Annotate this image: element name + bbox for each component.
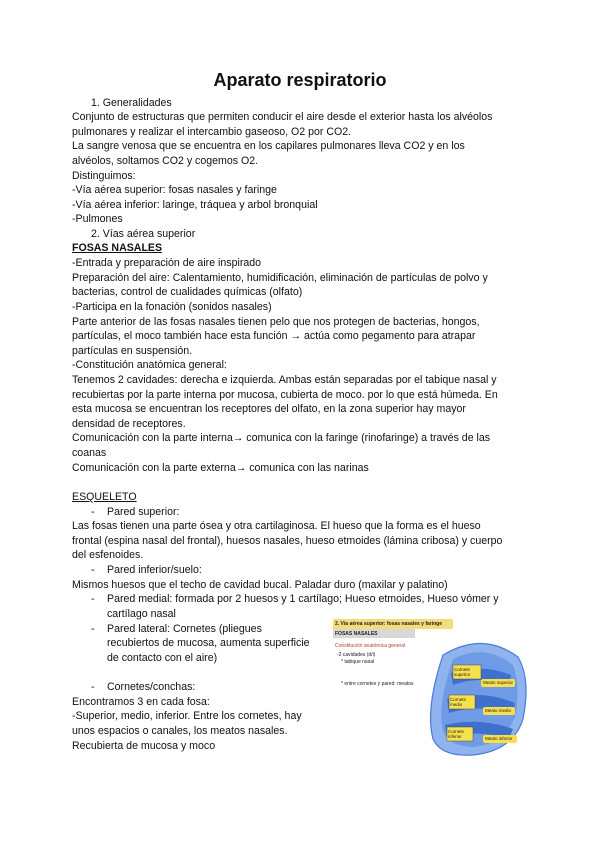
subheading-esqueleto: ESQUELETO bbox=[72, 491, 137, 503]
paragraph-line: Comunicación con la parte interna→ comunica con la faringe (rinofaringe) a través de las bbox=[72, 432, 491, 444]
bullet-dash: - bbox=[91, 681, 95, 693]
section-heading-2: 2. Vías aérea superior bbox=[91, 228, 196, 240]
bullet-dash: - bbox=[91, 623, 95, 635]
list-item-continuation: cartílago nasal bbox=[107, 608, 176, 620]
list-item: -Vía aérea inferior: laringe, tráquea y arbol bronquial bbox=[72, 199, 318, 211]
bullet-dash: - bbox=[91, 564, 95, 576]
paragraph-line: Comunicación con la parte externa→ comunica con las narinas bbox=[72, 462, 369, 474]
paragraph-line: Conjunto de estructuras que permiten conducir el aire desde el exterior hasta los alvéolos bbox=[72, 111, 493, 123]
paragraph-line: Parte anterior de las fosas nasales tienen pelo que nos protegen de bacterias, hongos, bbox=[72, 316, 480, 328]
meato-inferior-label: Meato inferior bbox=[485, 736, 513, 741]
cornete-medio-label: Cornete medio bbox=[450, 697, 467, 707]
paragraph-line: unos espacios o canales, los meatos nasales. bbox=[72, 725, 288, 737]
paragraph-line: Mismos huesos que el techo de cavidad bucal. Paladar duro (maxilar y palatino) bbox=[72, 579, 448, 591]
list-item: Pared inferior/suelo: bbox=[107, 564, 202, 576]
paragraph-line: recubiertas por la parte interna por mucosa, cubierta de moco. por lo que está húmeda. En bbox=[72, 389, 498, 401]
paragraph-line: partículas, el moco también hace esta función → actúa como pegamento para atrapar bbox=[72, 330, 476, 342]
list-item-continuation: de contacto con el aire) bbox=[107, 652, 218, 664]
bullet-dash: - bbox=[91, 506, 95, 518]
figure-section-text: Constitución anatómica general bbox=[335, 643, 406, 649]
paragraph-line: Preparación del aire: Calentamiento, humidificación, eliminación de partículas de polvo y bbox=[72, 272, 488, 284]
figure-note: * entre cornetes y pared: meatos bbox=[341, 681, 414, 687]
list-item: Pared lateral: Cornetes (pliegues bbox=[107, 623, 262, 635]
list-item: -Vía aérea superior: fosas nasales y faringe bbox=[72, 184, 277, 196]
section-heading-1: 1. Generalidades bbox=[91, 97, 172, 109]
paragraph-line: Distinguimos: bbox=[72, 170, 136, 182]
paragraph-line: coanas bbox=[72, 447, 107, 459]
paragraph-line: Recubierta de mucosa y moco bbox=[72, 740, 216, 752]
paragraph-line: bacterias, control de cualidades químicas (olfato) bbox=[72, 286, 303, 298]
paragraph-line: esta mucosa se encuentran los receptores del olfato, en la zona superior hay mayor bbox=[72, 403, 466, 415]
cornete-superior-label: Cornete superior bbox=[454, 667, 471, 677]
list-item: Cornetes/conchas: bbox=[107, 681, 196, 693]
figure-note: -2 cavidades (d/i) bbox=[337, 652, 376, 658]
page-title: Aparato respiratorio bbox=[213, 70, 387, 90]
paragraph-line: -Participa en la fonación (sonidos nasales) bbox=[72, 301, 272, 313]
list-item-continuation: recubiertos de mucosa, aumenta superficie bbox=[107, 637, 310, 649]
paragraph-line: del esfenoides. bbox=[72, 549, 144, 561]
figure-note: * tabique nasal bbox=[341, 659, 375, 665]
paragraph-line: partículas en suspensión. bbox=[72, 345, 193, 357]
paragraph-line: -Constitución anatómica general: bbox=[72, 359, 227, 371]
nasal-cavity-figure bbox=[333, 619, 531, 759]
paragraph-line: La sangre venosa que se encuentra en los capilares pulmonares lleva CO2 y en los bbox=[72, 140, 465, 152]
list-item: Pared medial: formada por 2 huesos y 1 cartílago; Hueso etmoides, Hueso vómer y bbox=[107, 593, 499, 605]
list-item: -Pulmones bbox=[72, 213, 123, 225]
subheading-fosas-nasales: FOSAS NASALES bbox=[72, 242, 163, 254]
paragraph-line: frontal (espina nasal del frontal), huesos nasales, hueso etmoides (lámina cribosa) y cuerpo bbox=[72, 535, 503, 547]
paragraph-line: densidad de receptores. bbox=[72, 418, 186, 430]
paragraph-line: Tenemos 2 cavidades: derecha e izquierda. Ambas están separadas por el tabique nasal y bbox=[72, 374, 497, 386]
cornete-inferior-label: Cornete inferior bbox=[448, 729, 465, 739]
figure-header-text: 2. Vía aérea superior: fosas nasales y faringe bbox=[335, 621, 442, 627]
paragraph-line: Encontramos 3 en cada fosa: bbox=[72, 696, 210, 708]
figure-subheader-text: FOSAS NASALES bbox=[335, 631, 378, 637]
paragraph-line: pulmonares y realizar el intercambio gaseoso, O2 por CO2. bbox=[72, 126, 352, 138]
paragraph-line: alvéolos, soltamos CO2 y cogemos O2. bbox=[72, 155, 259, 167]
meato-medio-label: Meato medio bbox=[485, 708, 512, 713]
list-item: Pared superior: bbox=[107, 506, 180, 518]
bullet-dash: - bbox=[91, 593, 95, 605]
meato-superior-label: Meato superior bbox=[483, 680, 514, 685]
paragraph-line: Las fosas tienen una parte ósea y otra cartilaginosa. El hueso que la forma es el hueso bbox=[72, 520, 481, 532]
paragraph-line: -Entrada y preparación de aire inspirado bbox=[72, 257, 262, 269]
paragraph-line: -Superior, medio, inferior. Entre los cornetes, hay bbox=[72, 710, 302, 722]
